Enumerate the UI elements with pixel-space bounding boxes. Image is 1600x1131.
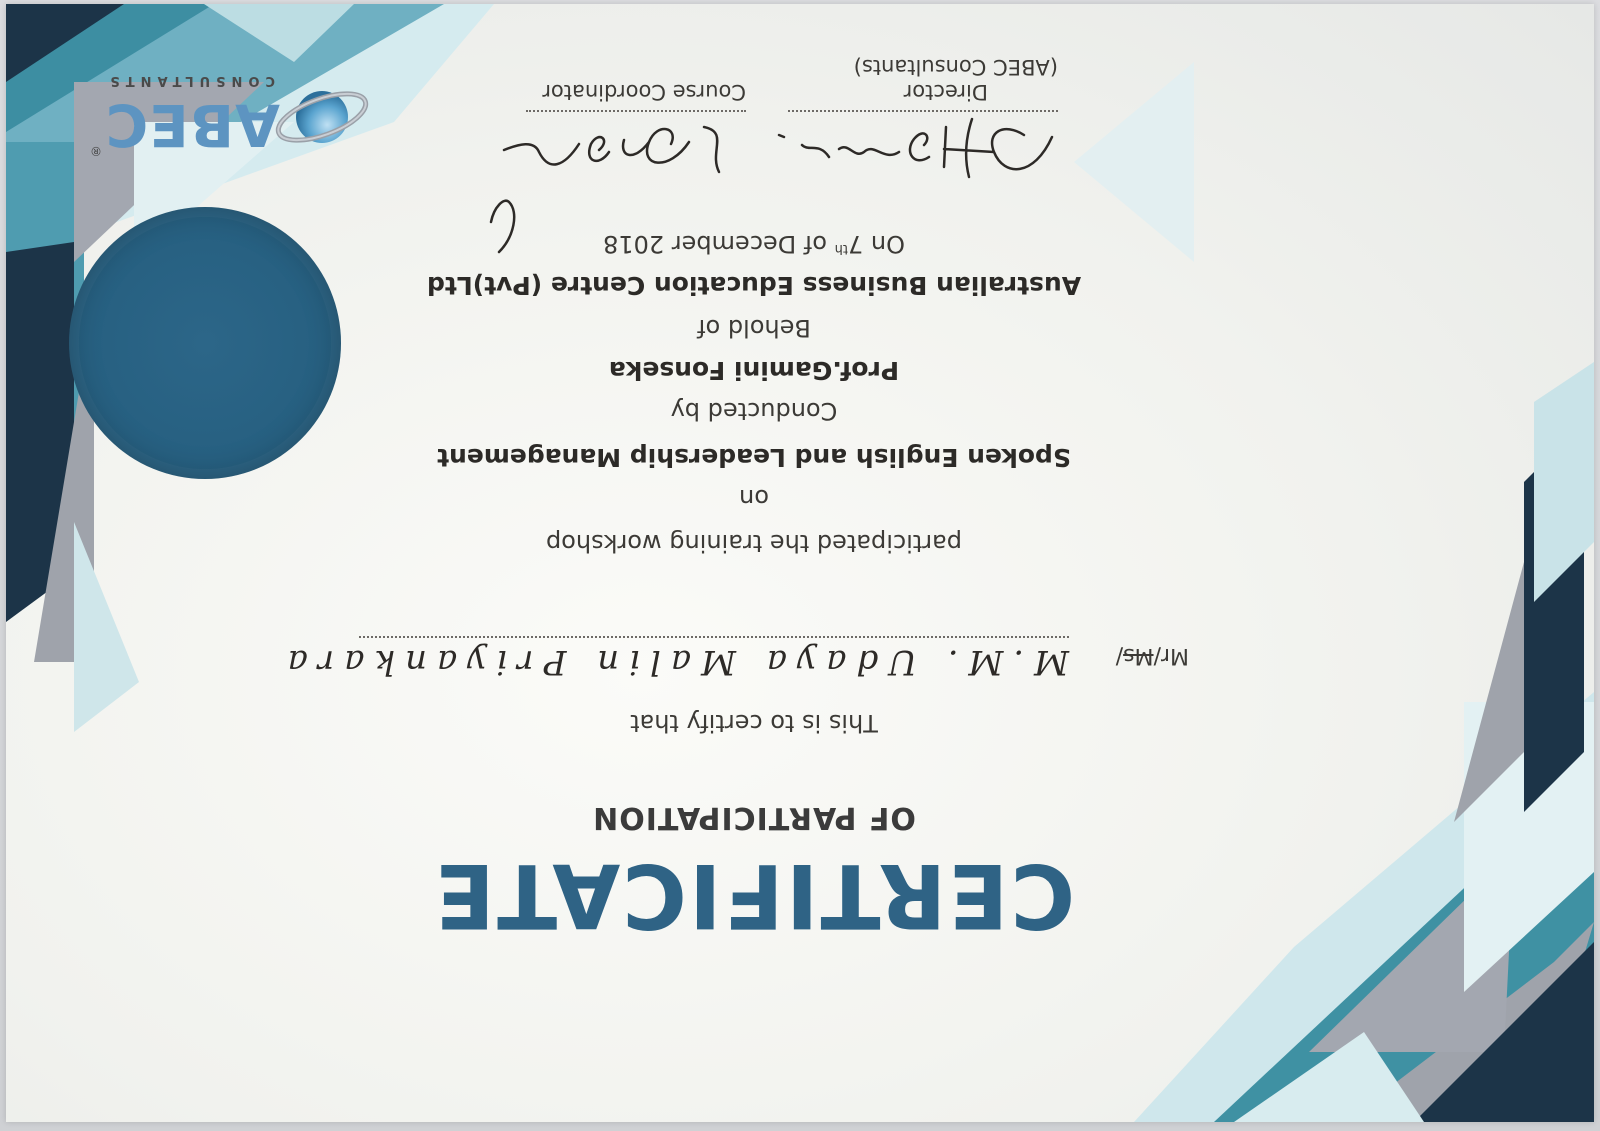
date-prefix: On 7 (847, 230, 905, 258)
name-prefix-slash: / (1115, 643, 1124, 668)
date-text (314, 230, 1194, 258)
on-text: on (739, 484, 769, 512)
conductor-name: Prof.Gamini Fonseka (608, 356, 900, 385)
globe-ring-icon (272, 72, 372, 162)
coordinator-signature-line (526, 110, 746, 112)
conducted-text: Conducted by (670, 397, 838, 425)
name-prefix-kept: Mr/ (1153, 643, 1189, 668)
registered-mark: ® (90, 144, 102, 158)
name-prefix-struck: Ms (1123, 643, 1154, 668)
recipient-name: M.M. Udaya Malin Priyankara (359, 636, 1069, 682)
coordinator-block (526, 79, 746, 112)
coordinator-title: Course Coordinator (542, 80, 746, 104)
director-block (788, 54, 1058, 112)
intro-text: This is to certify that (630, 709, 878, 737)
behold-text: Behold of (697, 314, 811, 342)
director-signature (764, 107, 1064, 197)
date-suffix: th (834, 241, 848, 256)
certificate-title: CERTIFICATE (432, 844, 1076, 947)
recipient-row (277, 632, 1189, 682)
director-org: (ABEC Consultants) (853, 54, 1058, 79)
director-title: Director (903, 80, 988, 104)
organization-name: Australian Business Education Centre (Pvt)Ltd (426, 271, 1082, 300)
workshop-name: Spoken English and Leadership Management (437, 443, 1071, 472)
certificate-sheet (6, 4, 1594, 1122)
logo-wordmark: ABEC (104, 91, 280, 159)
director-signature-line (788, 110, 1058, 112)
logo-tagline: CONSULTANTS (104, 73, 275, 88)
top-left-corner-pattern (1134, 362, 1594, 1122)
date-rest: of December 2018 (603, 230, 835, 258)
participated-text: participated the training workshop (545, 529, 963, 557)
name-prefix (1116, 643, 1189, 668)
certificate-subtitle: OF PARTICIPATION (592, 800, 916, 835)
abec-logo (92, 52, 372, 162)
embossed-seal (69, 207, 341, 479)
coordinator-signature (489, 112, 749, 262)
